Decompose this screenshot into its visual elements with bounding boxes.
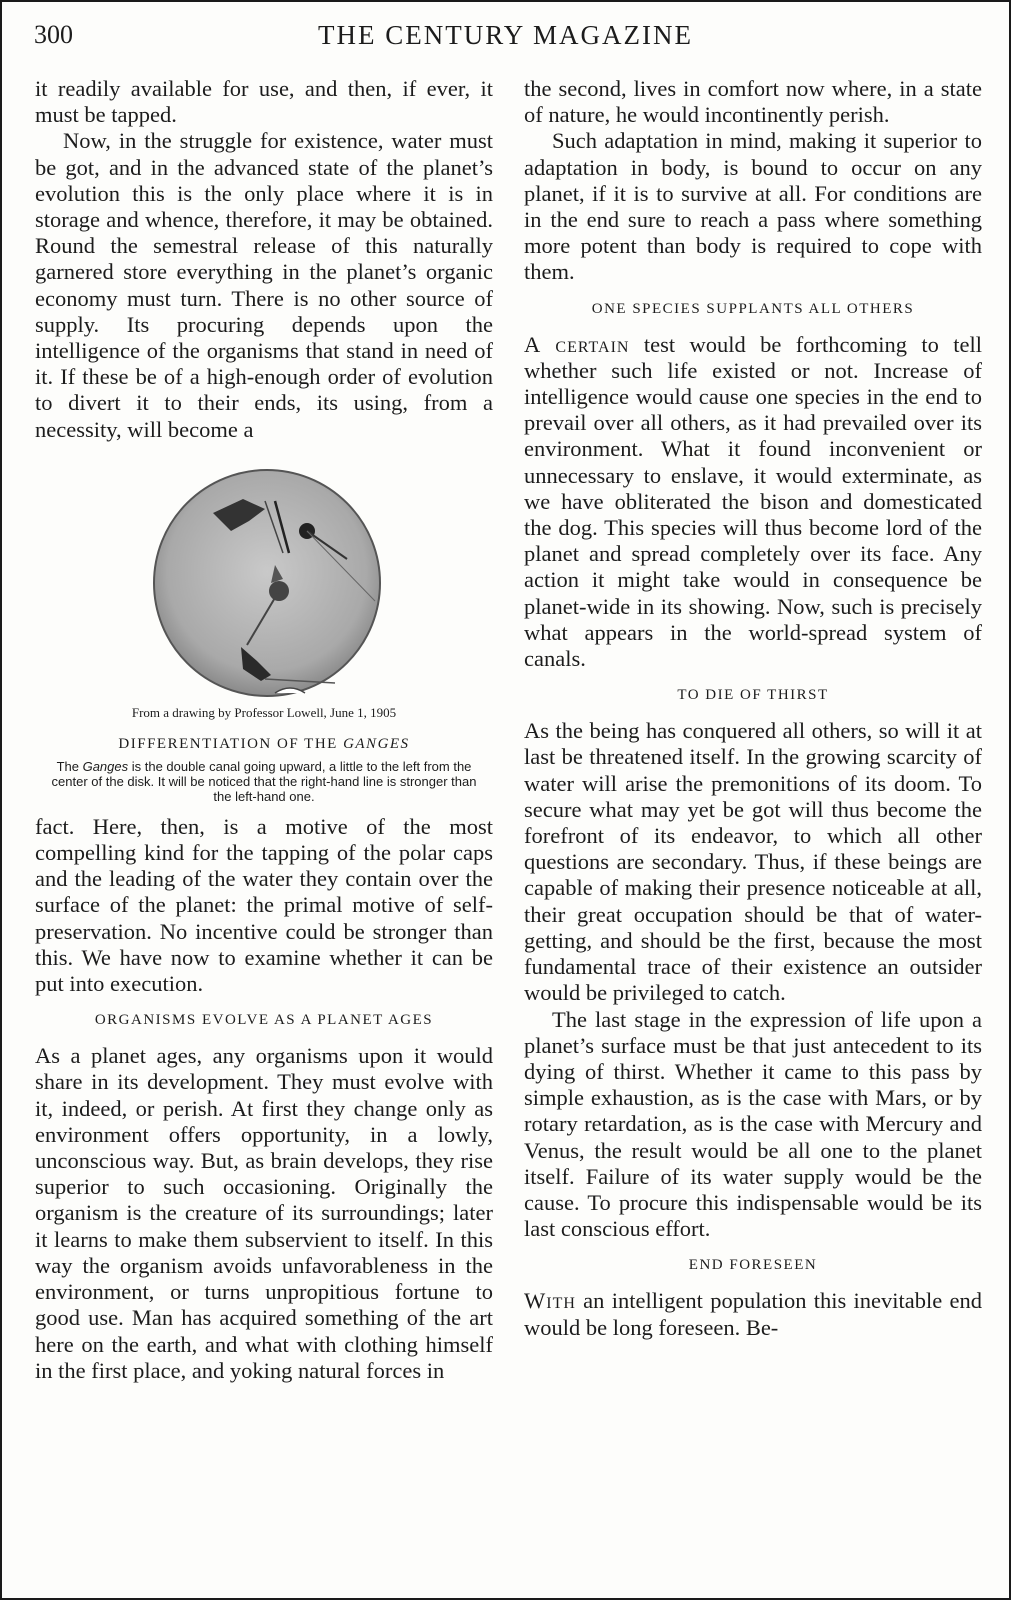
figure-title-text: DIFFERENTIATION OF THE: [118, 735, 344, 752]
paragraph: The last stage in the expression of life upon a planet’s surface must be that just antecedent to its dying of thirst. Whether it came to this pass by simple exhaustion, as is the case with Mars, or by rotary retardation, as is the case with Mercury and Venus, the result would be all one to the planet itself. Failure of its water supply would be the cause. To procure this indispensable would be its last conscious effort.: [524, 1006, 982, 1242]
figure-title-italic: GANGES: [343, 735, 410, 752]
paragraph: As a planet ages, any organisms upon it would share in its development. They must evolve with it, indeed, or perish. At first they change only as environment offers opportunity, in a lowly, unconscious way. But, as brain develops, they rise superior to such occasioning. Originally the organism is the creature of its surroundings; later it learns to make them subservient to itself. In this way the organism avoids unfavorableness in the environment, or turns unpropitious fortune to good use. Man has acquired something of the art here on the earth, and what with clothing himself in the first place, and yoking natural forces in: [35, 1043, 493, 1383]
figure-credit: From a drawing by Professor Lowell, June 1, 1905: [131, 704, 397, 720]
section-heading: ONE SPECIES SUPPLANTS ALL OTHERS: [591, 300, 915, 317]
caption-italic: Ganges: [82, 758, 129, 774]
left-column: [35, 76, 493, 1384]
section-heading: TO DIE OF THIRST: [677, 687, 829, 704]
lead-in: A certain: [524, 331, 630, 357]
paragraph-text: an intelligent population this inevitable end would be long foreseen. Be-: [524, 1288, 982, 1340]
magazine-title: THE CENTURY MAGAZINE: [318, 20, 693, 50]
paragraph: Now, in the struggle for existence, water must be got, and in the advanced state of the planet’s evolution this is the only place where it is in storage and whence, therefore, it may be obtained. Round the semestral release of this naturally garnered store everything in the planet’s organic economy must turn. There is no other source of supply. Its procuring depends upon the intelligence of the organisms that stand in need of it. If these be of a high-enough order of evolution to divert it to their ends, its using, from a necessity, will become a: [35, 128, 493, 442]
paragraph: [524, 332, 982, 673]
paragraph-text: test would be forthcoming to tell whether such life existed or not. Increase of intelligence would cause one species in the end to prevail over all others, as it had prevailed over its environment. What it found inconvenient or unnecessary to enslave, it would exterminate, as we have obliterated the bison and domesticated the dog. This species will thus become lord of the planet and spread completely over its face. Any action it might take would in consequence be planet-wide in its showing. Now, such is precisely what appears in the world-spread system of canals.: [524, 331, 983, 672]
mars-disk-drawing: [35, 461, 493, 701]
paragraph: Such adaptation in mind, making it superior to adaptation in body, is bound to occur on any planet, if it is to survive at all. For conditions are in the end sure to reach a pass where something more potent than body is required to cope with them.: [524, 128, 982, 285]
page-number: 300: [34, 20, 73, 49]
caption-text: The: [56, 758, 83, 774]
right-column: [524, 76, 982, 1341]
paragraph: fact. Here, then, is a motive of the most compelling kind for the tapping of the polar caps and the leading of the water they contain over the surface of the planet: the primal motive of self-preservation. No incentive could be stronger than this. We have now to examine whether it can be put into execution.: [35, 813, 493, 997]
paragraph: the second, lives in comfort now where, in a state of nature, he would incontinently perish.: [524, 76, 982, 128]
figure: [35, 461, 493, 804]
paragraph: [524, 1288, 982, 1340]
section-heading: END FORESEEN: [688, 1257, 818, 1274]
paragraph: As the being has conquered all others, so will it at last be threatened itself. In the growing scarcity of water will arise the premonitions of its doom. To secure what may yet be got will thus become the forefront of its endeavor, to which all other questions are secondary. Thus, if these beings are capable of making their presence noticeable at all, their great occupation should be that of water-getting, and should be the first, because the most fundamental trace of their existence an outsider would be privileged to catch.: [524, 718, 982, 1006]
figure-caption: [45, 759, 483, 804]
figure-title: [35, 735, 493, 753]
lead-in: With: [524, 1288, 576, 1314]
section-heading: ORGANISMS EVOLVE AS A PLANET AGES: [94, 1012, 434, 1029]
page-header: [34, 20, 977, 60]
paragraph: it readily available for use, and then, if ever, it must be tapped.: [35, 76, 493, 128]
caption-text: is the double canal going upward, a little to the left from the center of the disk. It will be noticed that the right-hand line is stronger than the left-hand one.: [51, 758, 477, 804]
